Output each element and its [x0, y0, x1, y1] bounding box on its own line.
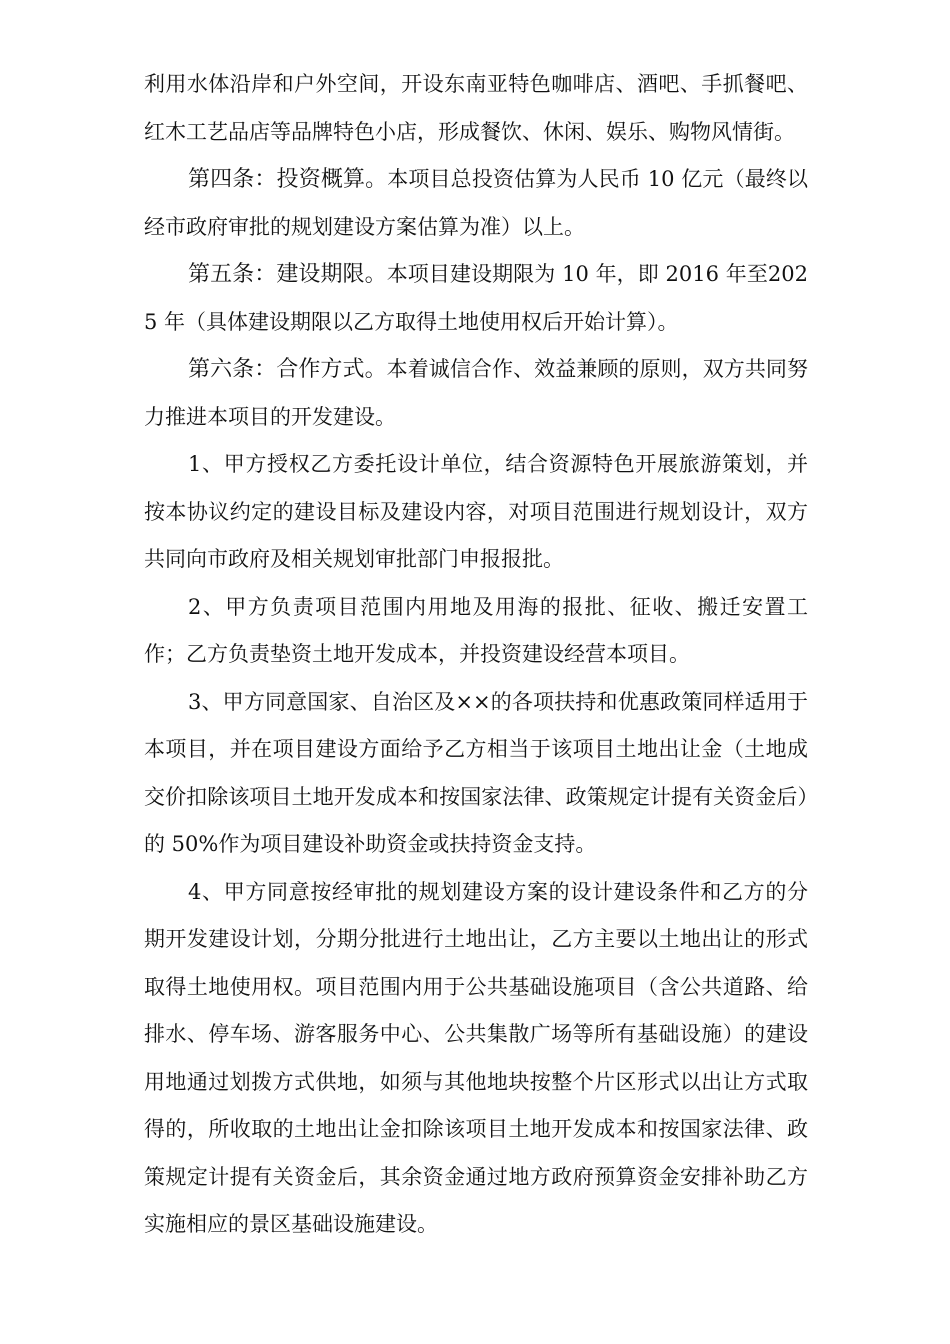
clause-3	[144, 679, 808, 869]
article-5-paragraph	[144, 251, 808, 346]
article-6-text: 本着诚信合作、效益兼顾的原则，双方共同努力推进本项目的开发建设。	[144, 357, 808, 429]
clause-1	[144, 441, 808, 584]
article-5-heading: 第五条：建设期限。	[188, 262, 387, 287]
article-4-paragraph	[144, 156, 808, 251]
clause-2-text: 2、甲方负责项目范围内用地及用海的报批、征收、搬迁安置工作；乙方负责垫资土地开发成本，并投资建设经营本项目。	[144, 594, 808, 666]
document-body	[144, 61, 808, 1249]
article-5-text: 本项目建设期限为 10 年，即 2016 年至2025 年（具体建设期限以乙方取得土地使用权后开始计算）。	[144, 262, 808, 334]
article-4-heading: 第四条：投资概算。	[188, 167, 388, 192]
article-6-paragraph	[144, 346, 808, 441]
clause-3-text: 3、甲方同意国家、自治区及××的各项扶持和优惠政策同样适用于本项目，并在项目建设方面给予乙方相当于该项目土地出让金（土地成交价扣除该项目土地开发成本和按国家法律、政策规定计提有关资金后）的 50%作为项目建设补助资金或扶持资金支持。	[144, 689, 808, 856]
article-4-text: 本项目总投资估算为人民币 10 亿元（最终以经市政府审批的规划建设方案估算为准）以上。	[144, 167, 808, 239]
clause-1-text: 1、甲方授权乙方委托设计单位，结合资源特色开展旅游策划，并按本协议约定的建设目标及建设内容，对项目范围进行规划设计，双方共同向市政府及相关规划审批部门申报报批。	[144, 452, 808, 571]
article-6-heading: 第六条：合作方式。	[188, 357, 387, 382]
clause-4-text: 4、甲方同意按经审批的规划建设方案的设计建设条件和乙方的分期开发建设计划，分期分批进行土地出让，乙方主要以土地出让的形式取得土地使用权。项目范围内用于公共基础设施项目（含公共道路、给排水、停车场、游客服务中心、公共集散广场等所有基础设施）的建设用地通过划拨方式供地，如须与其他地块按整个片区形式以出让方式取得的，所收取的土地出让金扣除该项目土地开发成本和按国家法律、政策规定计提有关资金后，其余资金通过地方政府预算资金安排补助乙方实施相应的景区基础设施建设。	[144, 879, 808, 1236]
paragraph-1	[144, 61, 808, 156]
paragraph-1-text: 利用水体沿岸和户外空间，开设东南亚特色咖啡店、酒吧、手抓餐吧、红木工艺品店等品牌特色小店，形成餐饮、休闲、娱乐、购物风情街。	[144, 72, 808, 144]
clause-4	[144, 869, 808, 1249]
clause-2	[144, 584, 808, 679]
